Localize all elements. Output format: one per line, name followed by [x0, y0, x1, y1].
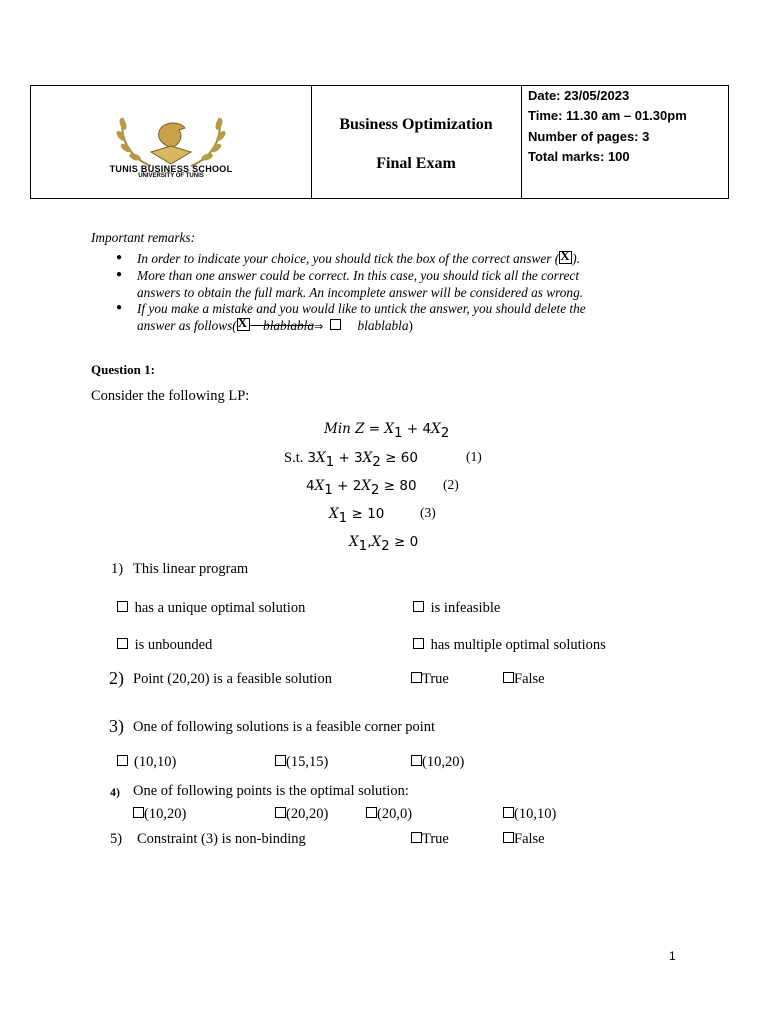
- objective-label: Min Z: [324, 421, 365, 437]
- subquestion-3-number: 3): [109, 716, 124, 736]
- q4-option-b[interactable]: [275, 806, 328, 823]
- empty-box-icon: [330, 319, 341, 330]
- school-name: TUNIS BUSINESS SCHOOL: [109, 164, 233, 174]
- ticked-box-icon: X: [237, 318, 250, 331]
- logo-cell: [31, 86, 312, 198]
- arrow-icon: ⇒: [314, 320, 324, 333]
- constraint-2-number: (2): [443, 477, 459, 492]
- remark-1-text: In order to indicate your choice, you should tick the box of the correct answer (: [137, 251, 560, 266]
- option-label: True: [422, 831, 449, 847]
- checkbox-icon[interactable]: [411, 832, 422, 843]
- constraint-1-number: (1): [466, 449, 482, 464]
- remark-2b: answers to obtain the full mark. An incomplete answer will be considered as wrong.: [137, 285, 584, 300]
- subquestion-1-number: 1): [111, 561, 124, 577]
- q3-option-c[interactable]: [411, 754, 464, 771]
- constraint-2: $4X_1 + 2X_2 \ge 80$: [306, 478, 417, 499]
- checkbox-icon[interactable]: [275, 807, 286, 818]
- option-label: (20,20): [286, 806, 329, 822]
- q2-option-false[interactable]: [503, 671, 545, 688]
- remark-1-end: ).: [572, 251, 580, 266]
- option-label: has multiple optimal solutions: [430, 637, 606, 653]
- q2-option-true[interactable]: [411, 671, 449, 688]
- q3-option-b[interactable]: [275, 754, 328, 771]
- exam-meta-cell: [522, 86, 728, 198]
- constraint-1: S.t. $3X_1 + 3X_2 \ge 60$: [284, 450, 418, 471]
- checkbox-icon[interactable]: [133, 807, 144, 818]
- subquestion-2-number: 2): [109, 668, 124, 688]
- q5-option-false[interactable]: [503, 831, 545, 848]
- objective-function: Min $Z = X_1 + 4X_2$: [324, 421, 450, 442]
- checkbox-icon[interactable]: [117, 755, 128, 766]
- q4-option-c[interactable]: [366, 806, 412, 823]
- option-unbounded[interactable]: [117, 637, 212, 654]
- after-text: blablabla: [357, 318, 409, 333]
- checkbox-icon[interactable]: [503, 807, 514, 818]
- q5-option-true[interactable]: [411, 831, 449, 848]
- option-label: (15,15): [286, 754, 329, 770]
- option-label: (10,10): [134, 754, 177, 770]
- school-laurel-logo-icon: [111, 108, 231, 170]
- subquestion-3-text: One of following solutions is a feasible corner point: [133, 719, 436, 735]
- exam-header-table: [30, 85, 729, 199]
- q3-option-a[interactable]: [117, 754, 176, 771]
- university-name: UNIVERSITY OF TUNIS: [138, 173, 204, 179]
- course-title: Business Optimization: [339, 116, 493, 133]
- subquestion-2-text: Point (20,20) is a feasible solution: [133, 671, 332, 687]
- page-number: 1: [669, 949, 676, 963]
- subquestion-1-text: This linear program: [133, 561, 249, 577]
- checkbox-icon[interactable]: [117, 601, 128, 612]
- checkbox-icon[interactable]: [117, 638, 128, 649]
- option-infeasible[interactable]: [413, 600, 500, 617]
- checkbox-icon[interactable]: [275, 755, 286, 766]
- checkbox-icon[interactable]: [503, 832, 514, 843]
- option-label: (10,20): [422, 754, 465, 770]
- option-label: is unbounded: [134, 637, 213, 653]
- subquestion-5-text: Constraint (3) is non-binding: [137, 831, 306, 847]
- option-label: (20,0): [377, 806, 413, 822]
- bullet-icon: ●: [116, 252, 123, 263]
- remarks-title: Important remarks:: [91, 230, 196, 245]
- option-multiple-optimal[interactable]: [413, 637, 606, 654]
- option-unique-optimal[interactable]: [117, 600, 305, 617]
- subquestion-4-number: 4): [110, 785, 120, 799]
- option-label: (10,20): [144, 806, 187, 822]
- question-1-intro: Consider the following LP:: [91, 388, 250, 404]
- non-negativity: $X_1,X_2 \ge 0$: [349, 534, 419, 555]
- checkbox-icon[interactable]: [366, 807, 377, 818]
- option-label: is infeasible: [430, 600, 501, 616]
- checkbox-icon[interactable]: [503, 672, 514, 683]
- checkbox-icon[interactable]: [411, 755, 422, 766]
- checkbox-icon[interactable]: [413, 601, 424, 612]
- q4-option-a[interactable]: [133, 806, 186, 823]
- constraint-3: $X_1 \ge 10$: [329, 506, 385, 527]
- remark-2a: More than one answer could be correct. In this case, you should tick all the correct: [137, 268, 580, 283]
- q4-option-d[interactable]: [503, 806, 556, 823]
- remark-3a: If you make a mistake and you would like to untick the answer, you should delete the: [137, 301, 586, 316]
- subquestion-4-text: One of following points is the optimal solution:: [133, 783, 409, 799]
- exam-date: Date: 23/05/2023: [528, 88, 630, 103]
- constraint-3-number: (3): [420, 505, 436, 520]
- option-label: False: [514, 671, 545, 687]
- bullet-icon: ●: [116, 302, 123, 313]
- strikethrough-example: [250, 318, 314, 333]
- option-label: (10,10): [514, 806, 557, 822]
- ticked-box-icon: X: [559, 251, 572, 264]
- checkbox-icon[interactable]: [413, 638, 424, 649]
- remark-3b-end: ): [408, 318, 413, 333]
- exam-time: Time: 11.30 am – 01.30pm: [528, 108, 687, 123]
- subquestion-5-number: 5): [110, 831, 123, 847]
- remark-1: [137, 248, 580, 267]
- bullet-icon: ●: [116, 269, 123, 280]
- exam-title: Final Exam: [376, 155, 456, 172]
- remark-3b: [137, 315, 413, 334]
- option-label: True: [422, 671, 449, 687]
- option-label: has a unique optimal solution: [134, 600, 306, 616]
- strike-text: blablabla: [263, 318, 315, 333]
- course-cell: [311, 86, 522, 198]
- checkbox-icon[interactable]: [411, 672, 422, 683]
- question-1-title: Question 1:: [91, 362, 155, 377]
- remark-3b-text: answer as follows(: [137, 318, 237, 333]
- subject-to: S.t.: [284, 450, 304, 466]
- option-label: False: [514, 831, 545, 847]
- exam-marks: Total marks: 100: [528, 149, 630, 164]
- exam-pages: Number of pages: 3: [528, 129, 650, 144]
